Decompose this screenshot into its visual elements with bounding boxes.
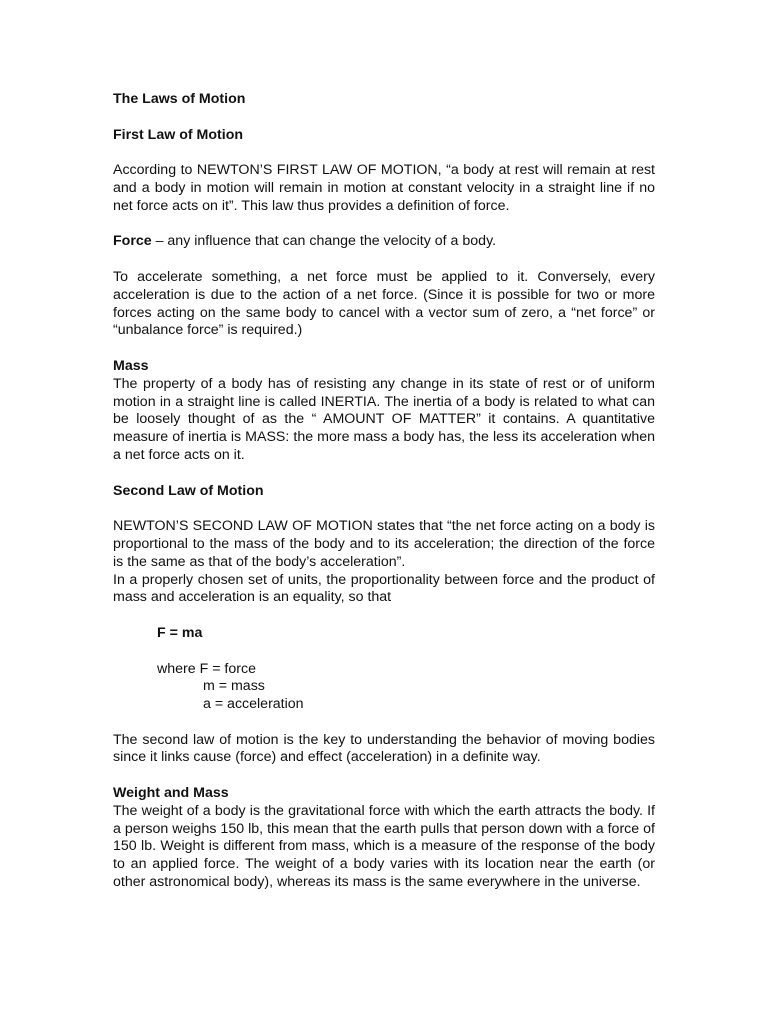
spacer (113, 767, 655, 785)
spacer (113, 714, 655, 732)
formula: F = ma (157, 624, 203, 641)
spacer (113, 607, 655, 625)
document-title: The Laws of Motion (113, 91, 246, 107)
spacer (113, 340, 655, 358)
spacer (113, 500, 655, 518)
acceleration-paragraph: To accelerate something, a net force must be applied to it. Conversely, every acceleration is due to the action of a net force. (Since it is possible for two or more forces acting on the same body to cancel with a vector sum of zero, a “net force” or “unbalance force” is required.) (113, 268, 655, 339)
spacer (113, 144, 655, 162)
mass-paragraph: The property of a body has of resisting any change in its state of rest or of uniform motion in a straight line is called INERTIA. The inertia of a body is related to what can be loosely thought of as the “ AMOUNT OF MATTER” it contains. A quantitative measure of inertia is MASS: the more mass a body has, the less its acceleration when a net force acts on it. (113, 375, 655, 463)
spacer (113, 251, 655, 269)
second-law-heading: Second Law of Motion (113, 482, 264, 499)
where-acceleration: a = acceleration (203, 696, 304, 713)
weight-mass-heading: Weight and Mass (113, 785, 229, 802)
where-mass: m = mass (203, 678, 265, 695)
force-definition (113, 233, 655, 251)
spacer (113, 216, 655, 234)
second-law-paragraph: NEWTON’S SECOND LAW OF MOTION states that “the net force acting on a body is proportional to the mass of the body and to its acceleration; the direction of the force is the same as that of the body’s acceleration”. (113, 518, 655, 570)
first-law-heading: First Law of Motion (113, 126, 244, 143)
spacer (113, 643, 655, 661)
force-definition-text: – any influence that can change the velocity of a body. (151, 233, 497, 250)
spacer (113, 109, 655, 127)
where-force: where F = force (157, 660, 256, 677)
second-law-key-paragraph: The second law of motion is the key to understanding the behavior of moving bodies since it links cause (force) and effect (acceleration) in a definite way. (113, 731, 655, 766)
spacer (113, 465, 655, 483)
force-term: Force (113, 233, 152, 250)
first-law-paragraph: According to NEWTON’S FIRST LAW OF MOTION, “a body at rest will remain at rest and a body in motion will remain in motion at constant velocity in a straight line if no net force acts on it”. This law thus provides a definition of force. (113, 162, 655, 214)
units-paragraph: In a properly chosen set of units, the proportionality between force and the product of mass and acceleration is an equality, so that (113, 571, 655, 606)
mass-heading: Mass (113, 357, 149, 374)
weight-mass-paragraph: The weight of a body is the gravitational force with which the earth attracts the body. If a person weighs 150 lb, this mean that the earth pulls that person down with a force of 150 lb. Weight is different from mass, which is a measure of the response of the body to an applied force. The weight of a body varies with its location near the earth (or other astronomical body), whereas its mass is the same everywhere in the universe. (113, 802, 655, 891)
